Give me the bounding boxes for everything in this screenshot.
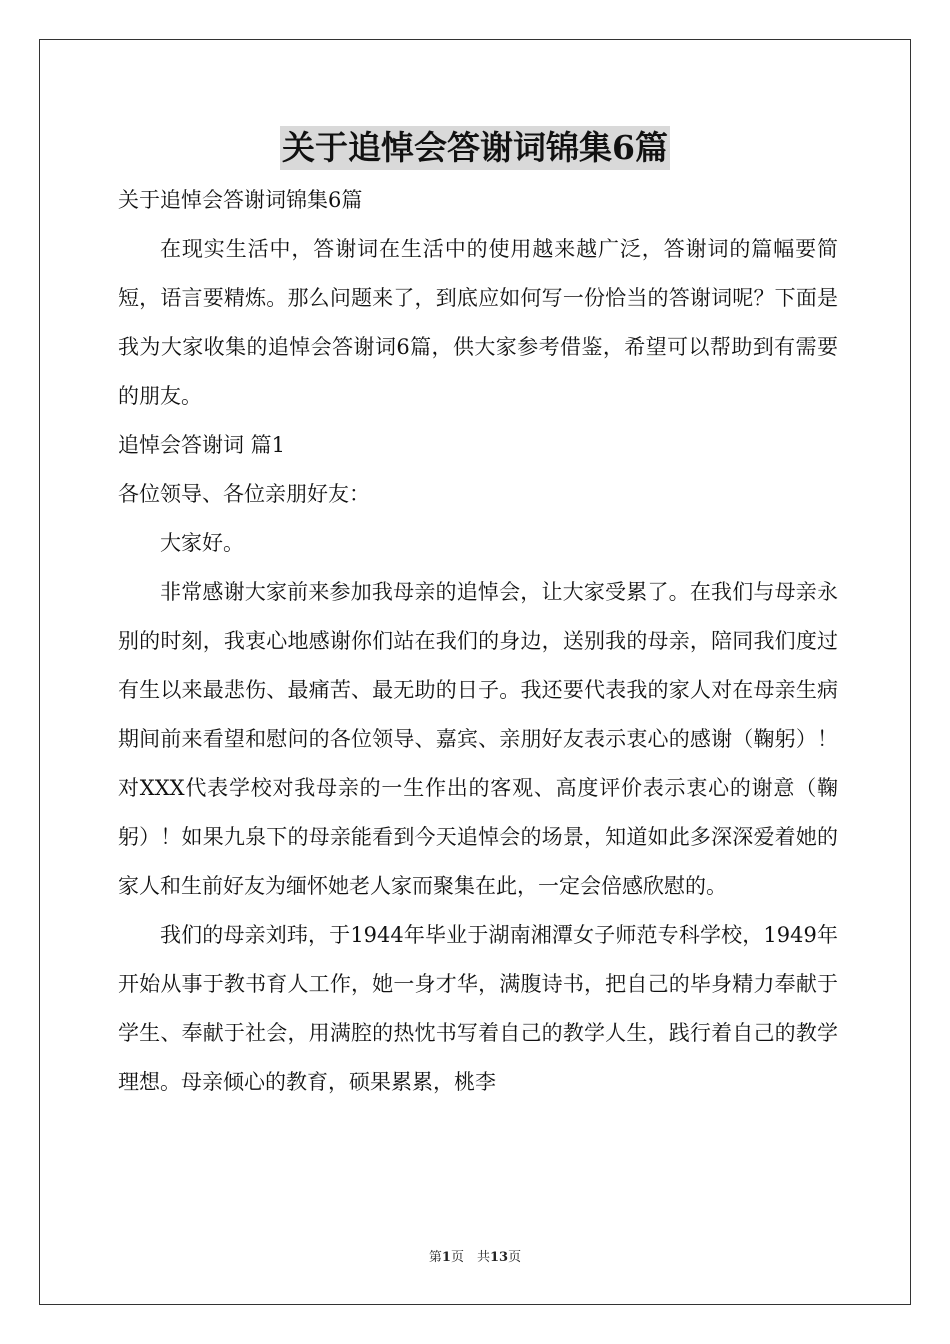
paragraph-salutation: 各位领导、各位亲朋好友： (118, 482, 370, 506)
footer-page-mid: 页 共 (450, 1250, 490, 1265)
footer-page-prefix: 第 (428, 1250, 442, 1265)
paragraph-section-heading: 追悼会答谢词 篇1 (118, 433, 286, 457)
paragraph-biography: 我们的母亲刘玮，于1944年毕业于湖南湘潭女子师范专科学校，1949年开始从事于教书育人工作，她一身才华，满腹诗书，把自己的毕身精力奉献于学生、奉献于社会，用满腔的热忱书写着自己的教学人生，践行着自己的教学理想。母亲倾心的教育，硕果累累，桃李 (118, 923, 838, 1094)
paragraph-intro: 在现实生活中，答谢词在生活中的使用越来越广泛，答谢词的篇幅要简短，语言要精炼。那么问题来了，到底应如何写一份恰当的答谢词呢？下面是我为大家收集的追悼会答谢词6篇，供大家参考借鉴，希望可以帮助到有需要的朋友。 (118, 237, 838, 408)
document-title: 关于追悼会答谢词锦集6篇 (280, 126, 670, 170)
footer-page-suffix: 页 (508, 1250, 522, 1265)
paragraph-subtitle: 关于追悼会答谢词锦集6篇 (118, 188, 363, 212)
page-footer (0, 1246, 950, 1265)
title-wrap (0, 126, 950, 170)
document-body (118, 176, 838, 1107)
footer-page-total: 13 (489, 1250, 509, 1265)
paragraph-greeting: 大家好。 (160, 531, 244, 555)
footer-page-current: 1 (441, 1250, 451, 1265)
paragraph-thanks: 非常感谢大家前来参加我母亲的追悼会，让大家受累了。在我们与母亲永别的时刻，我衷心地感谢你们站在我们的身边，送别我的母亲，陪同我们度过有生以来最悲伤、最痛苦、最无助的日子。我还要代表我的家人对在母亲生病期间前来看望和慰问的各位领导、嘉宾、亲朋好友表示衷心的感谢（鞠躬）！对XXX代表学校对我母亲的一生作出的客观、高度评价表示衷心的谢意（鞠躬）！如果九泉下的母亲能看到今天追悼会的场景，知道如此多深深爱着她的家人和生前好友为缅怀她老人家而聚集在此，一定会倍感欣慰的。 (118, 580, 838, 898)
